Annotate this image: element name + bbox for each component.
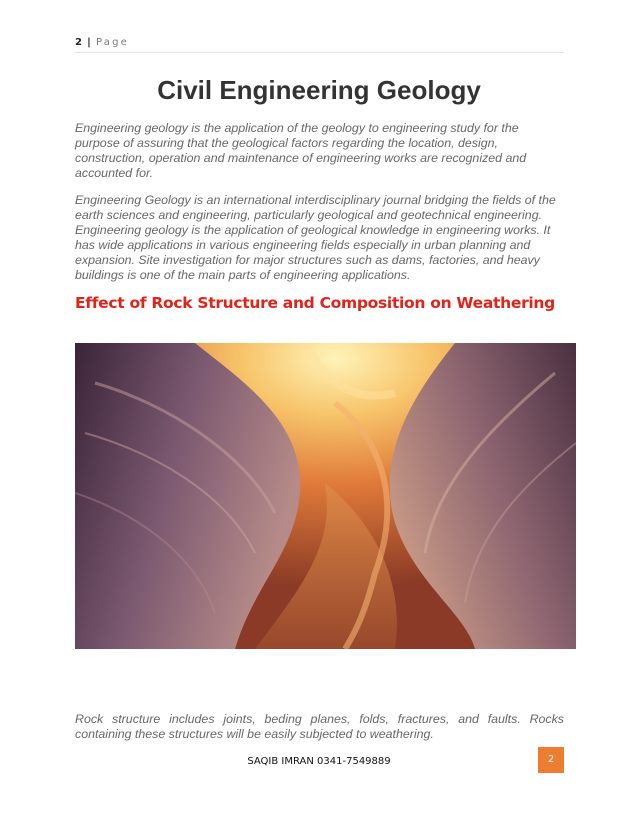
footer-author: SAQIB IMRAN 0341-7549889 — [247, 756, 391, 767]
page-header — [75, 37, 564, 53]
canyon-photo — [75, 343, 576, 649]
header-page-number: 2 — [75, 37, 82, 48]
page-title: Civil Engineering Geology — [157, 75, 481, 105]
header-separator: | — [87, 37, 91, 48]
intro-paragraph: Engineering geology is the application of the geology to engineering study for the purpose of assuring that the geological factors regarding the location, design, construction, operation and maintenance of engineering works are recognized and accounted for. — [75, 121, 527, 180]
section-heading: Effect of Rock Structure and Composition on Weathering — [75, 294, 555, 312]
journal-paragraph: Engineering Geology is an international interdisciplinary journal bridging the fields of the earth sciences and engineering, particularly geological and geotechnical engineering. Engineering geology is the application of geological knowledge in engineering works. It has wide applications in various engineering fields especially in urban planning and expansion. Site investigation for major structures such as dams, factories, and heavy buildings is one of the main parts of engineering applications. — [75, 193, 556, 282]
rock-paragraph: Rock structure includes joints, beding planes, folds, fractures, and faults. Rocks containing these structures will be easily subjected to weathering. — [75, 712, 564, 741]
header-page-label: Page — [96, 37, 130, 48]
page-number-badge: 2 — [538, 747, 564, 773]
